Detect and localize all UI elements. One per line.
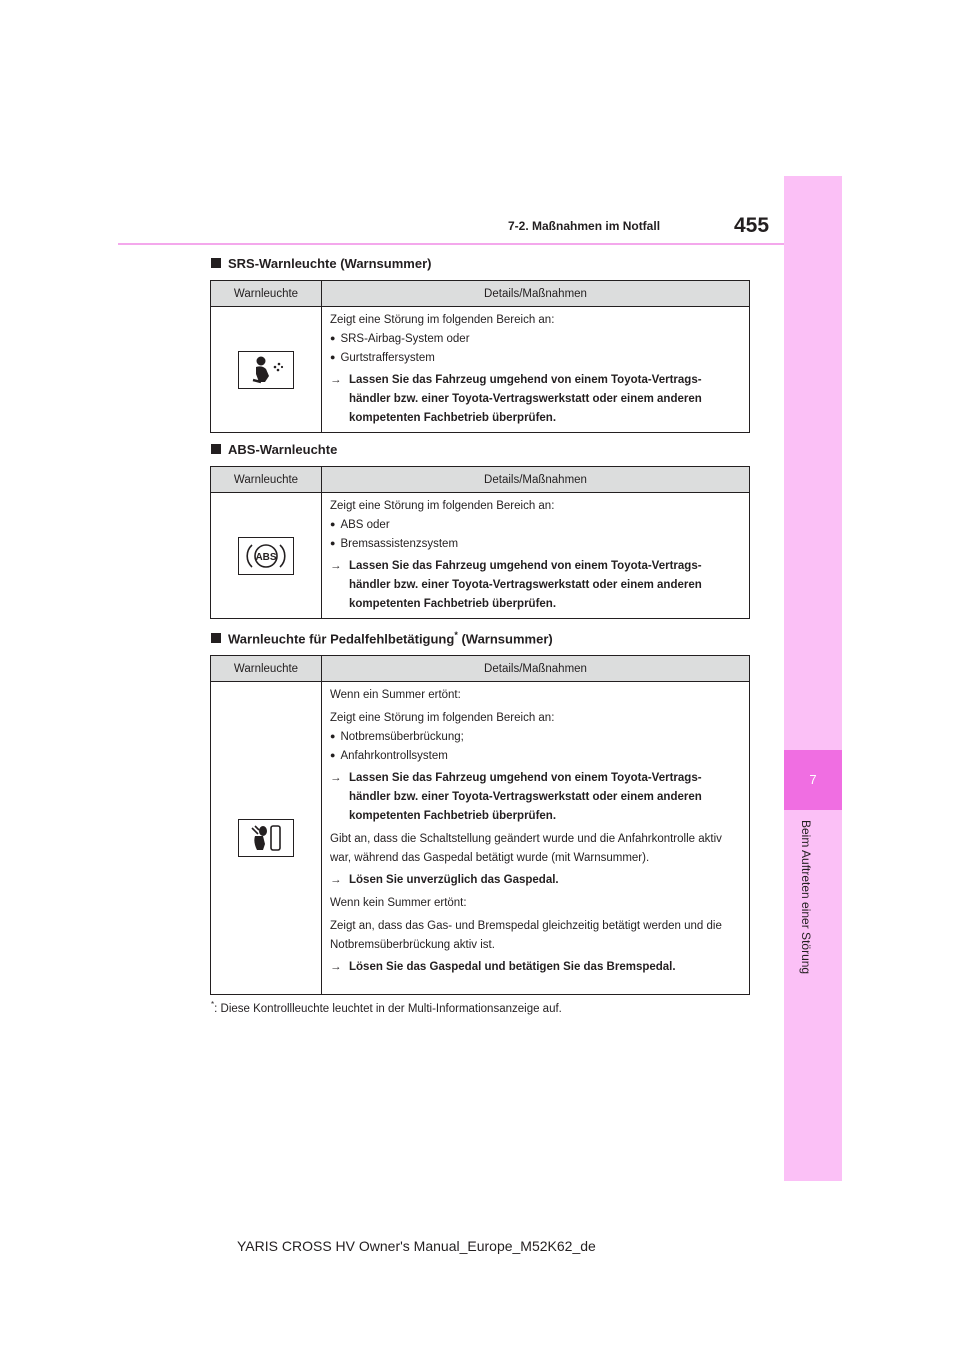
heading-square-icon [211,633,221,643]
col-header-warnleuchte: Warnleuchte [211,656,322,682]
pedal-heading-suffix: (Warnsummer) [457,631,553,647]
abs-bullet-2: ● Bremsassistenzsystem [330,535,742,554]
srs-action [330,371,742,428]
pedal-table [210,655,750,995]
col-header-warnleuchte: Warnleuchte [211,281,322,307]
arrow-icon: → [330,560,342,572]
pedal-buzzer-on: Wenn ein Summer ertönt: [330,689,461,701]
header-rule [118,243,784,245]
arrow-icon: → [330,961,342,973]
pedal-bullet-2: ● Anfahrkontrollsystem [330,747,742,766]
pedal-heading-text: Warnleuchte für Pedalfehlbetätigung [228,631,455,647]
abs-warning-icon [238,537,294,575]
abs-heading [211,442,337,457]
srs-heading [211,256,431,271]
col-header-details: Details/Maßnahmen [322,281,750,307]
abs-table [210,466,750,619]
footnote-mark: * [211,1000,215,1009]
pedal-para3: Zeigt an, dass das Gas- und Bremspedal gleichzeitig betätigt werden und die Notbremsüberbrückung aktiv ist. [330,920,722,951]
col-header-warnleuchte: Warnleuchte [211,467,322,493]
arrow-icon: → [330,874,342,886]
pedal-bullet-1: ● Notbremsüberbrückung; [330,728,742,747]
footer: YARIS CROSS HV Owner's Manual_Europe_M52K62_de [237,1238,596,1254]
pedal-action3-text: Lösen Sie das Gaspedal und betätigen Sie das Bremspedal. [349,961,676,973]
abs-intro: Zeigt eine Störung im folgenden Bereich an: [330,500,555,512]
srs-bullet-1: ● SRS-Airbag-System oder [330,330,742,349]
pedal-action-text: Lassen Sie das Fahrzeug umgehend von einem Toyota-Vertrags-händler bzw. einer Toyota-Vertragswerkstatt oder einem anderen kompetenten Fachbetrieb überprüfen. [349,772,702,822]
arrow-icon: → [330,772,342,784]
pedal-action2-text: Lösen Sie unverzüglich das Gaspedal. [349,874,559,886]
pedal-action3 [330,958,742,977]
abs-action [330,557,742,614]
srs-table [210,280,750,433]
chapter-number: 7 [784,750,842,810]
pedal-misapplication-icon [238,819,294,857]
abs-bullet-1: ● ABS oder [330,516,742,535]
section-header: 7-2. Maßnahmen im Notfall [508,219,661,233]
pedal-buzzer-off: Wenn kein Summer ertönt: [330,897,467,909]
pedal-action [330,769,742,826]
srs-intro: Zeigt eine Störung im folgenden Bereich an: [330,314,555,326]
heading-square-icon [211,444,221,454]
pedal-heading [211,630,553,646]
col-header-details: Details/Maßnahmen [322,467,750,493]
pedal-para2: Gibt an, dass die Schaltstellung geändert wurde und die Anfahrkontrolle aktiv war, während das Gaspedal betätigt wurde (mit Warnsummer). [330,833,722,864]
abs-icon-label: ABS [255,551,277,563]
chapter-side-tab [784,176,842,1181]
srs-action-text: Lassen Sie das Fahrzeug umgehend von einem Toyota-Vertrags-händler bzw. einer Toyota-Vertragswerkstatt oder einem anderen kompetenten Fachbetrieb überprüfen. [349,374,702,424]
footnote-text: : Diese Kontrollleuchte leuchtet in der Multi-Informationsanzeige auf. [214,1002,562,1015]
pedal-action2 [330,871,742,890]
arrow-icon: → [330,374,342,386]
pedal-heading-footnote-mark: * [454,630,458,640]
heading-square-icon [211,258,221,268]
airbag-warning-icon [238,351,294,389]
abs-heading-text: ABS-Warnleuchte [228,442,338,457]
page-number: 455 [734,214,770,237]
srs-bullet-2: ● Gurtstraffersystem [330,349,742,368]
footnote [211,1000,562,1015]
abs-action-text: Lassen Sie das Fahrzeug umgehend von einem Toyota-Vertrags-händler bzw. einer Toyota-Vertragswerkstatt oder einem anderen kompetenten Fachbetrieb überprüfen. [349,560,702,610]
srs-heading-text: SRS-Warnleuchte (Warnsummer) [228,256,432,271]
col-header-details: Details/Maßnahmen [322,656,750,682]
chapter-title: Beim Auftreten einer Störung [799,820,813,975]
pedal-intro: Zeigt eine Störung im folgenden Bereich an: [330,712,555,724]
